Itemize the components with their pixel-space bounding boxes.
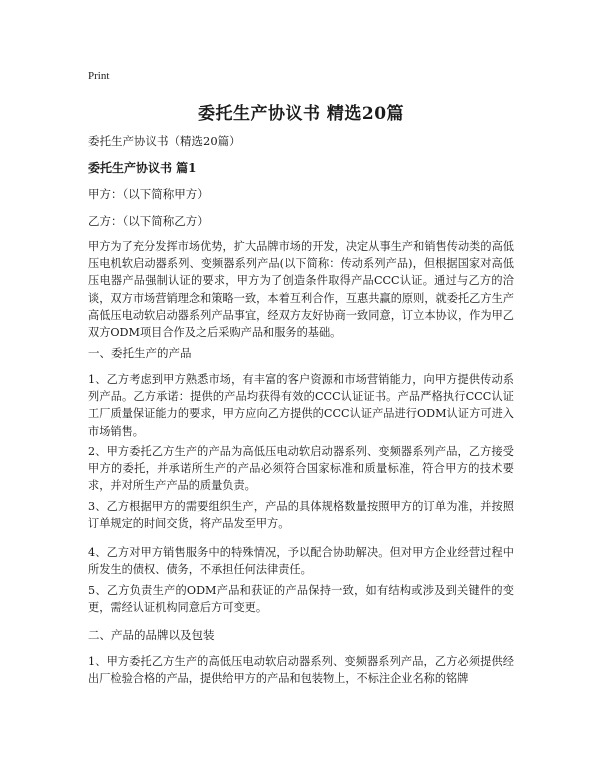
page-title: 委托生产协议书 精选20篇 bbox=[197, 104, 405, 124]
clause-4-paragraph: 4、乙方对甲方销售服务中的特殊情况，予以配合协助解决。但对甲方企业经营过程中所发生的债权、债务，不承担任何法律责任。 bbox=[88, 546, 514, 577]
document-subtitle: 委托生产协议书（精选20篇） bbox=[88, 134, 241, 148]
clause-2-paragraph: 2、甲方委托乙方生产的产品为高低压电动软启动器系列、变频器系列产品，乙方接受甲方的委托，并承诺所生产的产品必须符合国家标准和质量标准，符合甲方的技术要求，并对所生产产品的质量负责。 bbox=[88, 445, 514, 493]
print-link[interactable]: Print bbox=[88, 70, 110, 82]
party-b-line: 乙方：（以下简称乙方） bbox=[88, 214, 209, 228]
clause-6-paragraph: 1、甲方委托乙方生产的高低压电动软启动器系列、变频器系列产品，乙方必须提供经出厂检验合格的产品，提供给甲方的产品和包装物上，不标注企业名称的铭牌 bbox=[88, 655, 514, 686]
clause-3-paragraph: 3、乙方根据甲方的需要组织生产，产品的具体规格数量按照甲方的订单为准，并按照订单规定的时间交货，将产品发至甲方。 bbox=[88, 500, 514, 531]
clause-1-paragraph: 1、乙方考虑到甲方熟悉市场，有丰富的客户资源和市场营销能力，向甲方提供传动系列产品。乙方承诺：提供的产品均获得有效的CCC认证证书。产品严格执行CCC认证工厂质量保证能力的要求，甲方应向乙方提供的CCC认证产品进行ODM认证方可进入市场销售。 bbox=[88, 373, 514, 438]
intro-paragraph: 甲方为了充分发挥市场优势，扩大品牌市场的开发，决定从事生产和销售传动类的高低压电机软启动器系列、变频器系列产品(以下简称：传动系列产品)，但根据国家对高低压电器产品强制认证的要求，甲方为了创造条件取得产品CCC认证。通过与乙方的洽谈，双方市场营销理念和策略一致，本着互利合作，互惠共赢的原则，就委托乙方生产高低压电动软启动器系列产品事宜，经双方友好协商一致同意，订立本协议，作为甲乙双方ODM项目合作及之后采购产品和服务的基础。 bbox=[88, 240, 514, 340]
heading-brand-packaging: 二、产品的品牌以及包装 bbox=[88, 628, 215, 642]
heading-products: 一、委托生产的产品 bbox=[88, 346, 192, 360]
party-a-line: 甲方：（以下简称甲方） bbox=[88, 187, 209, 201]
clause-5-paragraph: 5、乙方负责生产的ODM产品和获证的产品保持一致，如有结构或涉及到关键件的变更，需经认证机构同意后方可变更。 bbox=[88, 584, 514, 615]
section-heading: 委托生产协议书 篇1 bbox=[88, 161, 197, 175]
